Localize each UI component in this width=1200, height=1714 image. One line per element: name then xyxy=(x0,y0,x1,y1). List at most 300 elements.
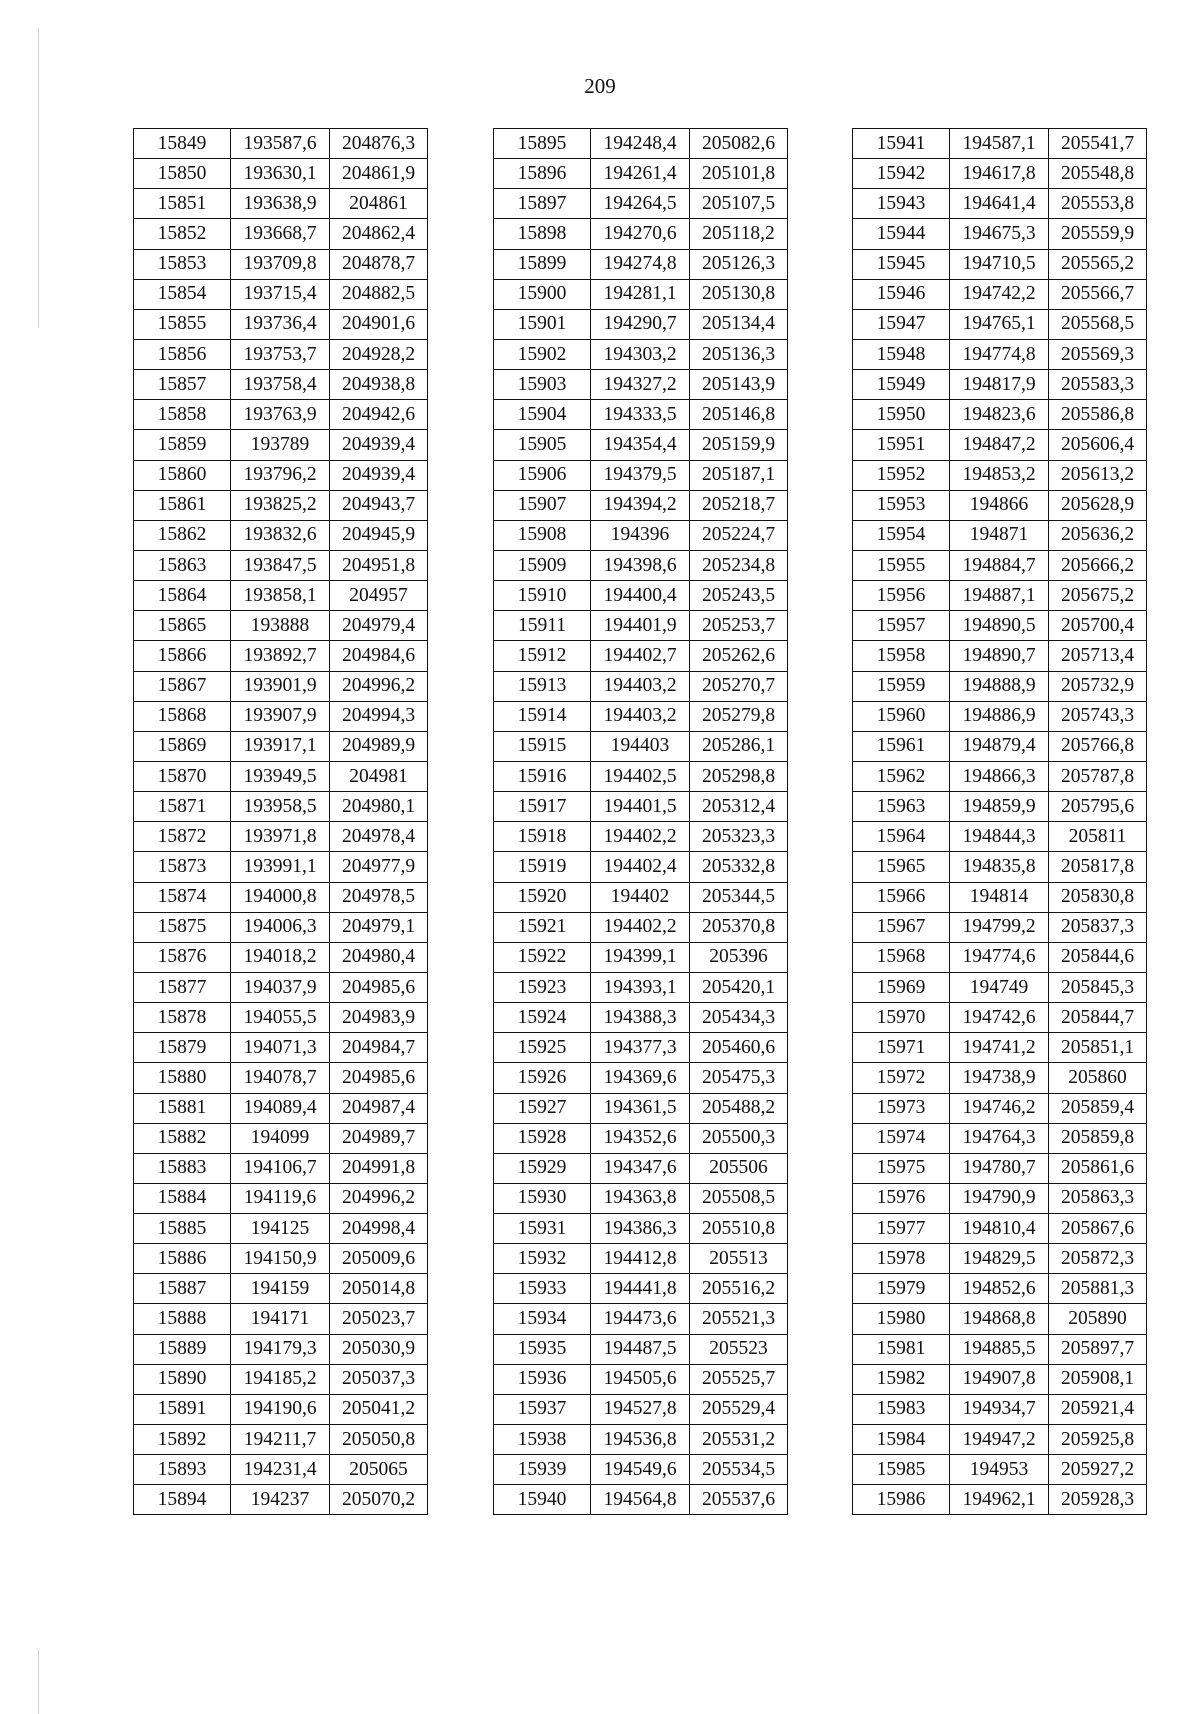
y-coordinate-cell: 205553,8 xyxy=(1049,189,1147,219)
point-number-cell: 15887 xyxy=(134,1274,231,1304)
table-row xyxy=(853,219,1147,249)
table-row xyxy=(494,1214,788,1244)
table-row xyxy=(134,671,428,701)
point-number-cell: 15849 xyxy=(134,129,231,159)
y-coordinate-cell: 204996,2 xyxy=(330,671,428,701)
y-coordinate-cell: 205569,3 xyxy=(1049,339,1147,369)
y-coordinate-cell: 205566,7 xyxy=(1049,279,1147,309)
x-coordinate-cell: 194866 xyxy=(950,490,1049,520)
point-number-cell: 15882 xyxy=(134,1123,231,1153)
point-number-cell: 15850 xyxy=(134,159,231,189)
x-coordinate-cell: 194078,7 xyxy=(231,1063,330,1093)
y-coordinate-cell: 205396 xyxy=(690,942,788,972)
table-row xyxy=(853,611,1147,641)
table-row xyxy=(853,972,1147,1002)
x-coordinate-cell: 194402,2 xyxy=(591,912,690,942)
x-coordinate-cell: 194790,9 xyxy=(950,1183,1049,1213)
table-row xyxy=(134,581,428,611)
table-row xyxy=(134,430,428,460)
x-coordinate-cell: 194835,8 xyxy=(950,852,1049,882)
x-coordinate-cell: 193668,7 xyxy=(231,219,330,249)
x-coordinate-cell: 193949,5 xyxy=(231,761,330,791)
y-coordinate-cell: 205568,5 xyxy=(1049,309,1147,339)
coordinate-table-1 xyxy=(133,128,428,1515)
point-number-cell: 15966 xyxy=(853,882,950,912)
y-coordinate-cell: 205531,2 xyxy=(690,1425,788,1455)
y-coordinate-cell: 205344,5 xyxy=(690,882,788,912)
point-number-cell: 15857 xyxy=(134,370,231,400)
x-coordinate-cell: 194018,2 xyxy=(231,942,330,972)
table-row xyxy=(134,1244,428,1274)
x-coordinate-cell: 194270,6 xyxy=(591,219,690,249)
y-coordinate-cell: 204957 xyxy=(330,581,428,611)
table-row xyxy=(853,1153,1147,1183)
x-coordinate-cell: 194505,6 xyxy=(591,1364,690,1394)
y-coordinate-cell: 205844,6 xyxy=(1049,942,1147,972)
x-coordinate-cell: 194363,8 xyxy=(591,1183,690,1213)
table-row xyxy=(494,219,788,249)
x-coordinate-cell: 193638,9 xyxy=(231,189,330,219)
point-number-cell: 15878 xyxy=(134,1003,231,1033)
point-number-cell: 15969 xyxy=(853,972,950,1002)
table-row xyxy=(853,1033,1147,1063)
point-number-cell: 15868 xyxy=(134,701,231,731)
y-coordinate-cell: 204994,3 xyxy=(330,701,428,731)
point-number-cell: 15866 xyxy=(134,641,231,671)
x-coordinate-cell: 193971,8 xyxy=(231,822,330,852)
y-coordinate-cell: 204861 xyxy=(330,189,428,219)
y-coordinate-cell: 205130,8 xyxy=(690,279,788,309)
point-number-cell: 15873 xyxy=(134,852,231,882)
point-number-cell: 15933 xyxy=(494,1274,591,1304)
x-coordinate-cell: 194953 xyxy=(950,1455,1049,1485)
margin-line-top xyxy=(38,28,39,328)
y-coordinate-cell: 205859,4 xyxy=(1049,1093,1147,1123)
y-coordinate-cell: 205234,8 xyxy=(690,550,788,580)
table-row xyxy=(134,731,428,761)
point-number-cell: 15877 xyxy=(134,972,231,1002)
y-coordinate-cell: 205030,9 xyxy=(330,1334,428,1364)
y-coordinate-cell: 205510,8 xyxy=(690,1214,788,1244)
y-coordinate-cell: 205525,7 xyxy=(690,1364,788,1394)
table-row xyxy=(134,1394,428,1424)
table-row xyxy=(853,370,1147,400)
x-coordinate-cell: 194641,4 xyxy=(950,189,1049,219)
table-row xyxy=(853,249,1147,279)
x-coordinate-cell: 194774,8 xyxy=(950,339,1049,369)
point-number-cell: 15915 xyxy=(494,731,591,761)
point-number-cell: 15867 xyxy=(134,671,231,701)
point-number-cell: 15855 xyxy=(134,309,231,339)
point-number-cell: 15956 xyxy=(853,581,950,611)
y-coordinate-cell: 205636,2 xyxy=(1049,520,1147,550)
x-coordinate-cell: 194764,3 xyxy=(950,1123,1049,1153)
point-number-cell: 15889 xyxy=(134,1334,231,1364)
y-coordinate-cell: 205014,8 xyxy=(330,1274,428,1304)
point-number-cell: 15858 xyxy=(134,400,231,430)
point-number-cell: 15932 xyxy=(494,1244,591,1274)
point-number-cell: 15959 xyxy=(853,671,950,701)
x-coordinate-cell: 193715,4 xyxy=(231,279,330,309)
y-coordinate-cell: 205050,8 xyxy=(330,1425,428,1455)
point-number-cell: 15884 xyxy=(134,1183,231,1213)
y-coordinate-cell: 205606,4 xyxy=(1049,430,1147,460)
y-coordinate-cell: 204987,4 xyxy=(330,1093,428,1123)
y-coordinate-cell: 204984,6 xyxy=(330,641,428,671)
table-row xyxy=(134,792,428,822)
point-number-cell: 15981 xyxy=(853,1334,950,1364)
point-number-cell: 15971 xyxy=(853,1033,950,1063)
y-coordinate-cell: 205859,8 xyxy=(1049,1123,1147,1153)
x-coordinate-cell: 194890,7 xyxy=(950,641,1049,671)
x-coordinate-cell: 194119,6 xyxy=(231,1183,330,1213)
page-number: 209 xyxy=(584,74,616,98)
y-coordinate-cell: 204989,7 xyxy=(330,1123,428,1153)
table-row xyxy=(494,1455,788,1485)
point-number-cell: 15951 xyxy=(853,430,950,460)
x-coordinate-cell: 194399,1 xyxy=(591,942,690,972)
table-row xyxy=(853,1334,1147,1364)
table-row xyxy=(494,1394,788,1424)
point-number-cell: 15976 xyxy=(853,1183,950,1213)
x-coordinate-cell: 194844,3 xyxy=(950,822,1049,852)
y-coordinate-cell: 204939,4 xyxy=(330,430,428,460)
table-row xyxy=(494,279,788,309)
y-coordinate-cell: 205126,3 xyxy=(690,249,788,279)
point-number-cell: 15968 xyxy=(853,942,950,972)
x-coordinate-cell: 194487,5 xyxy=(591,1334,690,1364)
point-number-cell: 15913 xyxy=(494,671,591,701)
point-number-cell: 15917 xyxy=(494,792,591,822)
y-coordinate-cell: 204980,1 xyxy=(330,792,428,822)
x-coordinate-cell: 193892,7 xyxy=(231,641,330,671)
table-row xyxy=(134,520,428,550)
table-row xyxy=(853,731,1147,761)
x-coordinate-cell: 194742,2 xyxy=(950,279,1049,309)
table-row xyxy=(134,912,428,942)
table-row xyxy=(134,1274,428,1304)
x-coordinate-cell: 193753,7 xyxy=(231,339,330,369)
y-coordinate-cell: 205506 xyxy=(690,1153,788,1183)
x-coordinate-cell: 194261,4 xyxy=(591,159,690,189)
point-number-cell: 15965 xyxy=(853,852,950,882)
y-coordinate-cell: 205521,3 xyxy=(690,1304,788,1334)
y-coordinate-cell: 205279,8 xyxy=(690,701,788,731)
point-number-cell: 15953 xyxy=(853,490,950,520)
y-coordinate-cell: 204981 xyxy=(330,761,428,791)
table-row xyxy=(853,400,1147,430)
table-row xyxy=(494,309,788,339)
x-coordinate-cell: 194402,5 xyxy=(591,761,690,791)
x-coordinate-cell: 194185,2 xyxy=(231,1364,330,1394)
table-row xyxy=(134,159,428,189)
x-coordinate-cell: 194810,4 xyxy=(950,1214,1049,1244)
table-row xyxy=(853,942,1147,972)
y-coordinate-cell: 205713,4 xyxy=(1049,641,1147,671)
x-coordinate-cell: 194738,9 xyxy=(950,1063,1049,1093)
x-coordinate-cell: 193832,6 xyxy=(231,520,330,550)
table-row xyxy=(853,1003,1147,1033)
x-coordinate-cell: 194303,2 xyxy=(591,339,690,369)
point-number-cell: 15962 xyxy=(853,761,950,791)
x-coordinate-cell: 194675,3 xyxy=(950,219,1049,249)
x-coordinate-cell: 193847,5 xyxy=(231,550,330,580)
table-row xyxy=(134,1123,428,1153)
point-number-cell: 15856 xyxy=(134,339,231,369)
x-coordinate-cell: 194890,5 xyxy=(950,611,1049,641)
x-coordinate-cell: 194401,9 xyxy=(591,611,690,641)
x-coordinate-cell: 193587,6 xyxy=(231,129,330,159)
y-coordinate-cell: 205817,8 xyxy=(1049,852,1147,882)
y-coordinate-cell: 205187,1 xyxy=(690,460,788,490)
x-coordinate-cell: 194352,6 xyxy=(591,1123,690,1153)
table-row xyxy=(134,1153,428,1183)
y-coordinate-cell: 205860 xyxy=(1049,1063,1147,1093)
y-coordinate-cell: 204984,7 xyxy=(330,1033,428,1063)
y-coordinate-cell: 205136,3 xyxy=(690,339,788,369)
x-coordinate-cell: 194089,4 xyxy=(231,1093,330,1123)
x-coordinate-cell: 194817,9 xyxy=(950,370,1049,400)
table-row xyxy=(853,1455,1147,1485)
x-coordinate-cell: 194441,8 xyxy=(591,1274,690,1304)
y-coordinate-cell: 205787,8 xyxy=(1049,761,1147,791)
point-number-cell: 15852 xyxy=(134,219,231,249)
point-number-cell: 15863 xyxy=(134,550,231,580)
point-number-cell: 15859 xyxy=(134,430,231,460)
x-coordinate-cell: 194527,8 xyxy=(591,1394,690,1424)
x-coordinate-cell: 194710,5 xyxy=(950,249,1049,279)
table-row xyxy=(853,822,1147,852)
point-number-cell: 15911 xyxy=(494,611,591,641)
y-coordinate-cell: 204945,9 xyxy=(330,520,428,550)
table-row xyxy=(494,611,788,641)
point-number-cell: 15851 xyxy=(134,189,231,219)
x-coordinate-cell: 194799,2 xyxy=(950,912,1049,942)
point-number-cell: 15960 xyxy=(853,701,950,731)
table-row xyxy=(134,1304,428,1334)
x-coordinate-cell: 193858,1 xyxy=(231,581,330,611)
point-number-cell: 15854 xyxy=(134,279,231,309)
y-coordinate-cell: 204980,4 xyxy=(330,942,428,972)
y-coordinate-cell: 205583,3 xyxy=(1049,370,1147,400)
x-coordinate-cell: 194962,1 xyxy=(950,1485,1049,1515)
y-coordinate-cell: 205586,8 xyxy=(1049,400,1147,430)
table-row xyxy=(134,761,428,791)
table-row xyxy=(853,339,1147,369)
x-coordinate-cell: 194211,7 xyxy=(231,1425,330,1455)
x-coordinate-cell: 194361,5 xyxy=(591,1093,690,1123)
table-row xyxy=(134,1334,428,1364)
x-coordinate-cell: 194934,7 xyxy=(950,1394,1049,1424)
margin-line-bottom xyxy=(38,1650,39,1714)
point-number-cell: 15895 xyxy=(494,129,591,159)
y-coordinate-cell: 205500,3 xyxy=(690,1123,788,1153)
table-row xyxy=(134,339,428,369)
x-coordinate-cell: 193758,4 xyxy=(231,370,330,400)
table-row xyxy=(134,822,428,852)
x-coordinate-cell: 194549,6 xyxy=(591,1455,690,1485)
x-coordinate-cell: 194386,3 xyxy=(591,1214,690,1244)
point-number-cell: 15930 xyxy=(494,1183,591,1213)
point-number-cell: 15862 xyxy=(134,520,231,550)
y-coordinate-cell: 205700,4 xyxy=(1049,611,1147,641)
point-number-cell: 15921 xyxy=(494,912,591,942)
y-coordinate-cell: 205041,2 xyxy=(330,1394,428,1424)
table-row xyxy=(494,520,788,550)
x-coordinate-cell: 194866,3 xyxy=(950,761,1049,791)
y-coordinate-cell: 205548,8 xyxy=(1049,159,1147,189)
table-row xyxy=(494,1183,788,1213)
table-row xyxy=(853,701,1147,731)
point-number-cell: 15865 xyxy=(134,611,231,641)
x-coordinate-cell: 194403 xyxy=(591,731,690,761)
table-row xyxy=(853,581,1147,611)
y-coordinate-cell: 205523 xyxy=(690,1334,788,1364)
point-number-cell: 15896 xyxy=(494,159,591,189)
y-coordinate-cell: 205082,6 xyxy=(690,129,788,159)
table-row xyxy=(134,309,428,339)
table-row xyxy=(134,189,428,219)
table-row xyxy=(494,731,788,761)
y-coordinate-cell: 204938,8 xyxy=(330,370,428,400)
x-coordinate-cell: 194099 xyxy=(231,1123,330,1153)
x-coordinate-cell: 194190,6 xyxy=(231,1394,330,1424)
y-coordinate-cell: 205270,7 xyxy=(690,671,788,701)
y-coordinate-cell: 205925,8 xyxy=(1049,1425,1147,1455)
point-number-cell: 15942 xyxy=(853,159,950,189)
table-row xyxy=(494,822,788,852)
table-row xyxy=(853,460,1147,490)
table-row xyxy=(134,550,428,580)
x-coordinate-cell: 194400,4 xyxy=(591,581,690,611)
point-number-cell: 15876 xyxy=(134,942,231,972)
point-number-cell: 15903 xyxy=(494,370,591,400)
point-number-cell: 15974 xyxy=(853,1123,950,1153)
x-coordinate-cell: 194402,7 xyxy=(591,641,690,671)
x-coordinate-cell: 194907,8 xyxy=(950,1364,1049,1394)
y-coordinate-cell: 205867,6 xyxy=(1049,1214,1147,1244)
point-number-cell: 15984 xyxy=(853,1425,950,1455)
table-row xyxy=(134,129,428,159)
table-row xyxy=(853,1425,1147,1455)
point-number-cell: 15885 xyxy=(134,1214,231,1244)
table-row xyxy=(853,912,1147,942)
x-coordinate-cell: 194037,9 xyxy=(231,972,330,1002)
table-row xyxy=(494,1274,788,1304)
point-number-cell: 15893 xyxy=(134,1455,231,1485)
table-row xyxy=(134,1093,428,1123)
table-row xyxy=(134,1425,428,1455)
point-number-cell: 15952 xyxy=(853,460,950,490)
table-row xyxy=(494,1364,788,1394)
x-coordinate-cell: 194412,8 xyxy=(591,1244,690,1274)
y-coordinate-cell: 205559,9 xyxy=(1049,219,1147,249)
point-number-cell: 15900 xyxy=(494,279,591,309)
table-row xyxy=(853,520,1147,550)
table-row xyxy=(494,460,788,490)
y-coordinate-cell: 205845,3 xyxy=(1049,972,1147,1002)
point-number-cell: 15894 xyxy=(134,1485,231,1515)
y-coordinate-cell: 205666,2 xyxy=(1049,550,1147,580)
y-coordinate-cell: 205795,6 xyxy=(1049,792,1147,822)
y-coordinate-cell: 205890 xyxy=(1049,1304,1147,1334)
x-coordinate-cell: 194402 xyxy=(591,882,690,912)
x-coordinate-cell: 194564,8 xyxy=(591,1485,690,1515)
x-coordinate-cell: 194396 xyxy=(591,520,690,550)
table-row xyxy=(134,852,428,882)
y-coordinate-cell: 205927,2 xyxy=(1049,1455,1147,1485)
y-coordinate-cell: 204983,9 xyxy=(330,1003,428,1033)
y-coordinate-cell: 205065 xyxy=(330,1455,428,1485)
y-coordinate-cell: 204977,9 xyxy=(330,852,428,882)
y-coordinate-cell: 204939,4 xyxy=(330,460,428,490)
y-coordinate-cell: 204943,7 xyxy=(330,490,428,520)
x-coordinate-cell: 194179,3 xyxy=(231,1334,330,1364)
x-coordinate-cell: 194765,1 xyxy=(950,309,1049,339)
table-row xyxy=(853,309,1147,339)
table-row xyxy=(494,912,788,942)
y-coordinate-cell: 205844,7 xyxy=(1049,1003,1147,1033)
x-coordinate-cell: 194171 xyxy=(231,1304,330,1334)
y-coordinate-cell: 205534,5 xyxy=(690,1455,788,1485)
point-number-cell: 15982 xyxy=(853,1364,950,1394)
x-coordinate-cell: 194394,2 xyxy=(591,490,690,520)
x-coordinate-cell: 194742,6 xyxy=(950,1003,1049,1033)
y-coordinate-cell: 204928,2 xyxy=(330,339,428,369)
point-number-cell: 15936 xyxy=(494,1364,591,1394)
x-coordinate-cell: 194071,3 xyxy=(231,1033,330,1063)
point-number-cell: 15922 xyxy=(494,942,591,972)
x-coordinate-cell: 194379,5 xyxy=(591,460,690,490)
x-coordinate-cell: 193958,5 xyxy=(231,792,330,822)
point-number-cell: 15939 xyxy=(494,1455,591,1485)
y-coordinate-cell: 205675,2 xyxy=(1049,581,1147,611)
y-coordinate-cell: 205262,6 xyxy=(690,641,788,671)
table-row xyxy=(134,641,428,671)
table-row xyxy=(853,279,1147,309)
y-coordinate-cell: 205101,8 xyxy=(690,159,788,189)
x-coordinate-cell: 194401,5 xyxy=(591,792,690,822)
point-number-cell: 15957 xyxy=(853,611,950,641)
table-row xyxy=(853,1274,1147,1304)
x-coordinate-cell: 193917,1 xyxy=(231,731,330,761)
table-row xyxy=(853,1063,1147,1093)
point-number-cell: 15861 xyxy=(134,490,231,520)
x-coordinate-cell: 194868,8 xyxy=(950,1304,1049,1334)
y-coordinate-cell: 204996,2 xyxy=(330,1183,428,1213)
x-coordinate-cell: 193888 xyxy=(231,611,330,641)
y-coordinate-cell: 204978,5 xyxy=(330,882,428,912)
x-coordinate-cell: 193825,2 xyxy=(231,490,330,520)
x-coordinate-cell: 194354,4 xyxy=(591,430,690,460)
y-coordinate-cell: 205811 xyxy=(1049,822,1147,852)
point-number-cell: 15986 xyxy=(853,1485,950,1515)
table-row xyxy=(494,942,788,972)
point-number-cell: 15879 xyxy=(134,1033,231,1063)
y-coordinate-cell: 205286,1 xyxy=(690,731,788,761)
point-number-cell: 15875 xyxy=(134,912,231,942)
table-row xyxy=(853,1244,1147,1274)
x-coordinate-cell: 193991,1 xyxy=(231,852,330,882)
point-number-cell: 15927 xyxy=(494,1093,591,1123)
y-coordinate-cell: 205537,6 xyxy=(690,1485,788,1515)
x-coordinate-cell: 194749 xyxy=(950,972,1049,1002)
y-coordinate-cell: 205743,3 xyxy=(1049,701,1147,731)
y-coordinate-cell: 205861,6 xyxy=(1049,1153,1147,1183)
y-coordinate-cell: 204979,4 xyxy=(330,611,428,641)
y-coordinate-cell: 205118,2 xyxy=(690,219,788,249)
point-number-cell: 15898 xyxy=(494,219,591,249)
